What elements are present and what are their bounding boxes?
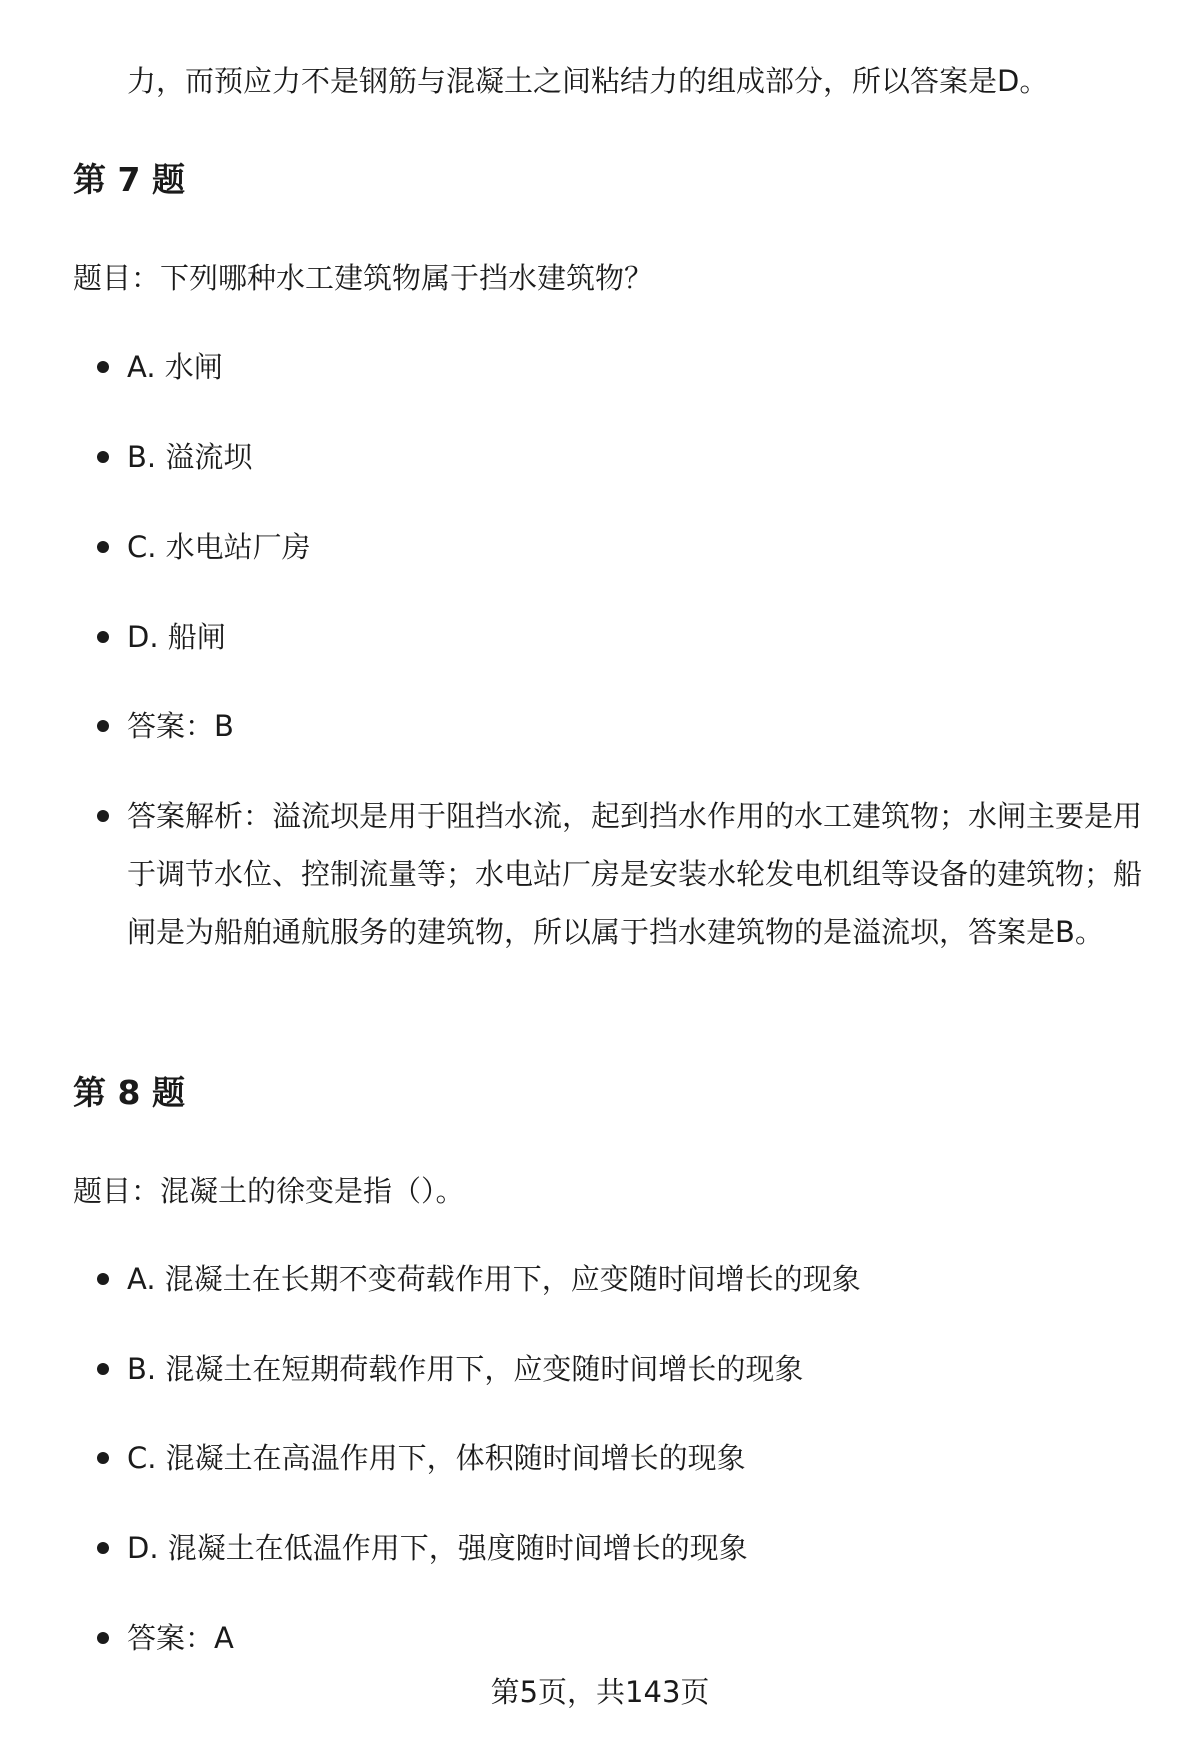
bullet-icon xyxy=(97,1452,109,1464)
question-7-option-b: B. 溢流坝 xyxy=(127,428,1147,486)
bullet-icon xyxy=(97,1363,109,1375)
question-7-answer: 答案：B xyxy=(127,697,1147,755)
question-8-title: 第 8 题 xyxy=(73,1073,185,1112)
question-8-option-b: B. 混凝土在短期荷载作用下，应变随时间增长的现象 xyxy=(127,1340,1147,1398)
previous-explanation-continuation: 力，而预应力不是钢筋与混凝土之间粘结力的组成部分，所以答案是D。 xyxy=(127,64,1049,98)
question-7-explanation: 答案解析：溢流坝是用于阻挡水流，起到挡水作用的水工建筑物；水闸主要是用于调节水位、控制流量等；水电站厂房是安装水轮发电机组等设备的建筑物；船闸是为船舶通航服务的建筑物，所以属于挡水建筑物的是溢流坝，答案是B。 xyxy=(127,787,1147,961)
bullet-icon xyxy=(97,631,109,643)
question-8-stem: 题目：混凝土的徐变是指（）。 xyxy=(73,1174,465,1208)
question-8-option-c: C. 混凝土在高温作用下，体积随时间增长的现象 xyxy=(127,1429,1147,1487)
bullet-icon xyxy=(97,720,109,732)
page-number-footer: 第5页，共143页 xyxy=(490,1675,710,1709)
question-7-option-a: A. 水闸 xyxy=(127,338,1147,396)
question-8-option-a: A. 混凝土在长期不变荷载作用下，应变随时间增长的现象 xyxy=(127,1250,1147,1308)
bullet-icon xyxy=(97,810,109,822)
question-8-answer: 答案：A xyxy=(127,1609,1147,1667)
bullet-icon xyxy=(97,451,109,463)
question-7-option-d: D. 船闸 xyxy=(127,608,1147,666)
question-8-option-d: D. 混凝土在低温作用下，强度随时间增长的现象 xyxy=(127,1519,1147,1577)
bullet-icon xyxy=(97,1632,109,1644)
bullet-icon xyxy=(97,1542,109,1554)
question-7-title: 第 7 题 xyxy=(73,160,185,199)
bullet-icon xyxy=(97,1273,109,1285)
bullet-icon xyxy=(97,541,109,553)
question-7-stem: 题目：下列哪种水工建筑物属于挡水建筑物？ xyxy=(73,261,654,295)
bullet-icon xyxy=(97,361,109,373)
question-7-option-c: C. 水电站厂房 xyxy=(127,518,1147,576)
